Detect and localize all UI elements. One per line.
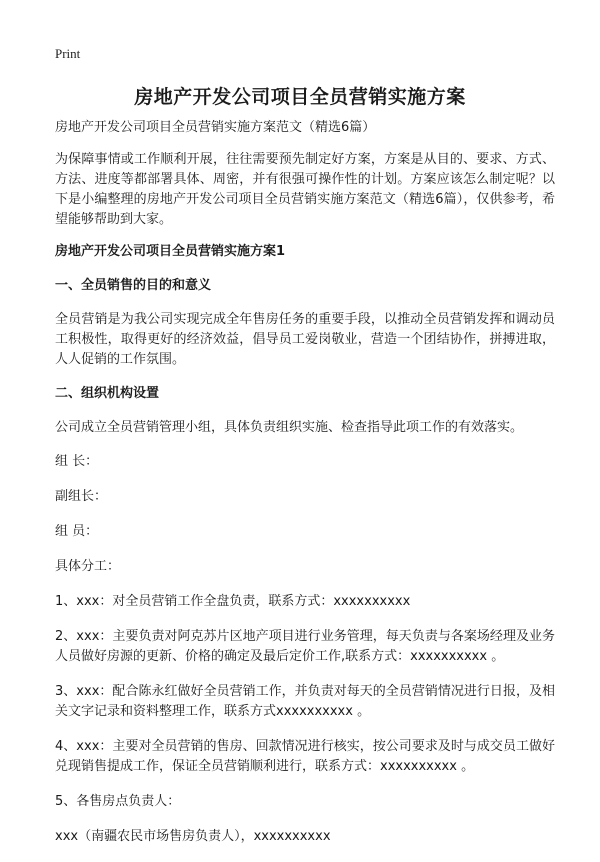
leader-line: 组 长： bbox=[55, 454, 99, 469]
purpose-paragraph: 全员营销是为我公司实现完成全年售房任务的重要手段，以推动全员营销发挥和调动员工积极性，取得更好的经济效益，倡导员工爱岗敬业，营造一个团结协作，拼搏进取，人人促销的工作氛围。 bbox=[55, 312, 555, 367]
list-item: 3、xxx：配合陈永红做好全员营销工作，并负责对每天的全员营销情况进行日报，及相关文字记录和资料整理工作，联系方式xxxxxxxxxx 。 bbox=[55, 684, 555, 719]
list-item: 4、xxx：主要对全员营销的售房、回款情况进行核实，按公司要求及时与成交员工做好兑现销售提成工作，保证全员营销顺利进行，联系方式：xxxxxxxxxx 。 bbox=[55, 739, 555, 774]
page-title: 房地产开发公司项目全员营销实施方案 bbox=[134, 86, 466, 108]
document-body bbox=[55, 118, 555, 862]
deputy-line: 副组长： bbox=[55, 489, 108, 504]
member-line: 组 员： bbox=[55, 524, 99, 539]
section-title: 房地产开发公司项目全员营销实施方案1 bbox=[55, 244, 286, 259]
list-item: 1、xxx：对全员营销工作全盘负责，联系方式：xxxxxxxxxx bbox=[55, 594, 411, 609]
list-item: xxx（南疆农民市场售房负责人），xxxxxxxxxx bbox=[55, 829, 331, 844]
heading-organization: 二、组织机构设置 bbox=[55, 386, 160, 401]
document-subtitle: 房地产开发公司项目全员营销实施方案范文（精选6篇） bbox=[55, 120, 376, 135]
print-label: Print bbox=[55, 46, 81, 61]
list-item: 5、各售房点负责人： bbox=[55, 794, 181, 809]
intro-paragraph: 为保障事情或工作顺利开展，往往需要预先制定好方案，方案是从目的、要求、方式、方法、进度等都部署具体、周密，并有很强可操作性的计划。方案应该怎么制定呢？以下是小编整理的房地产开发公司项目全员营销实施方案范文（精选6篇），仅供参考，希望能够帮助到大家。 bbox=[55, 152, 555, 227]
list-item: 2、xxx：主要负责对阿克苏片区地产项目进行业务管理，每天负责与各案场经理及业务人员做好房源的更新、价格的确定及最后定价工作,联系方式：xxxxxxxxxx 。 bbox=[55, 629, 555, 664]
division-line: 具体分工： bbox=[55, 559, 121, 574]
organization-paragraph: 公司成立全员营销管理小组，具体负责组织实施、检查指导此项工作的有效落实。 bbox=[55, 420, 524, 435]
heading-purpose: 一、全员销售的目的和意义 bbox=[55, 278, 212, 293]
